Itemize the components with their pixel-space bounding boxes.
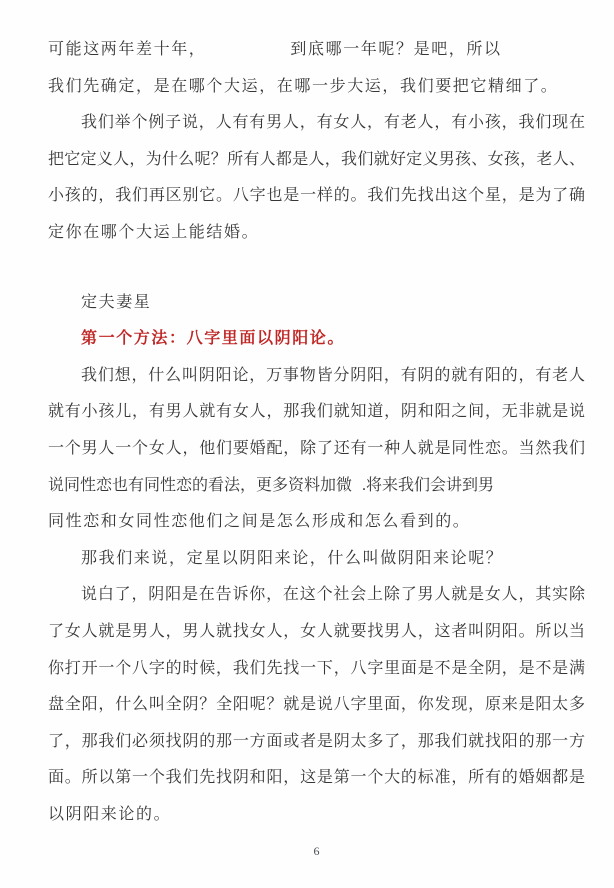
paragraph5-line4: 盘全阳，什么叫全阴？全阳呢？就是说八字里面，你发现，原来是阳太多 (48, 696, 585, 714)
paragraph2-line1: 我们举个例子说，人有有男人，有女人，有老人，有小孩，我们现在 (81, 114, 585, 132)
paragraph5-line1: 说白了，阴阳是在告诉你，在这个社会上除了男人就是女人，其实除 (81, 586, 585, 604)
document-body (48, 32, 585, 861)
paragraph5-line7: 以阴阳来论的。 (48, 805, 172, 823)
paragraph1-line2: 我们先确定，是在哪个大运，在哪一步大运，我们要把它精细了。 (48, 77, 559, 95)
paragraph3-line4-right: .将来我们会讲到男 (362, 476, 495, 494)
paragraph1-line1-right: 到底哪一年呢？是吧，所以 (290, 41, 502, 58)
paragraph3-line1: 我们想，什么叫阴阳论，万事物皆分阴阳，有阴的就有阳的，有老人 (81, 366, 585, 384)
paragraph4-line1: 那我们来说，定星以阴阳来论，什么叫做阴阳来论呢？ (81, 549, 504, 567)
section-title: 定夫妻星 (81, 293, 152, 311)
paragraph2-line4: 定你在哪个大运上能结婚。 (48, 223, 260, 241)
paragraph2-line2: 把它定义人，为什么呢？所有人都是人，我们就好定义男孩、女孩，老人、 (48, 150, 585, 168)
paragraph1-line1-left: 可能这两年差十年， (48, 41, 207, 58)
paragraph3-line4 (48, 468, 585, 505)
page-number: 6 (313, 844, 320, 859)
paragraph1-line1 (48, 32, 585, 69)
paragraph3-line3: 一个男人一个女人，他们要婚配，除了还有一种人就是同性恋。当然我们 (48, 439, 585, 457)
redacted-gap (206, 53, 290, 54)
paragraph5-line6: 面。所以第一个我们先找阴和阳，这是第一个大的标准，所有的婚姻都是 (48, 769, 585, 787)
section-spacer (48, 252, 585, 285)
paragraph3-line2: 就有小孩儿，有男人就有女人，那我们就知道，阴和阳之间，无非就是说 (48, 403, 585, 421)
method-heading: 第一个方法：八字里面以阴阳论。 (81, 330, 346, 348)
paragraph5-line3: 你打开一个八字的时候，我们先找一下，八字里面是不是全阴，是不是满 (48, 659, 585, 677)
paragraph2-line3: 小孩的，我们再区别它。八字也是一样的。我们先找出这个星，是为了确 (48, 187, 585, 205)
paragraph5-line2: 了女人就是男人，男人就找女人，女人就要找男人，这者叫阴阳。所以当 (48, 622, 585, 640)
paragraph5-line5: 了，那我们必须找阴的那一方面或者是阴太多了，那我们就找阳的那一方 (48, 732, 585, 750)
paragraph3-line4-left: 说同性恋也有同性恋的看法，更多资料加微 (48, 476, 353, 494)
paragraph3-line5: 同性恋和女同性恋他们之间是怎么形成和怎么看到的。 (48, 513, 471, 531)
redacted-gap (352, 489, 362, 490)
